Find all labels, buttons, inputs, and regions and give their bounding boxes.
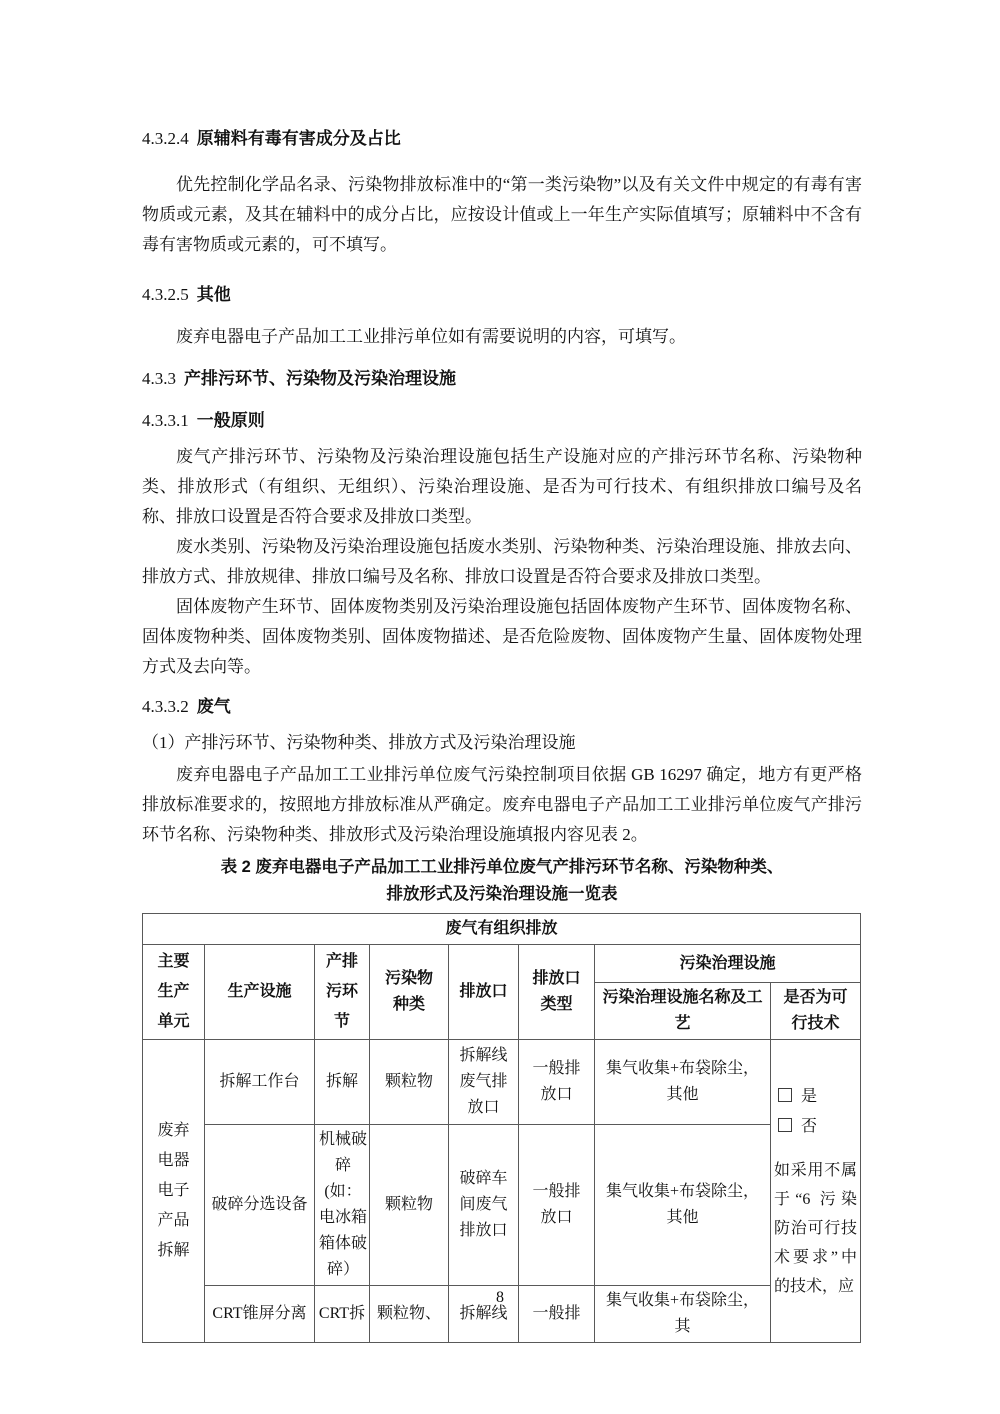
col-header-outlet: 排放口 xyxy=(449,945,519,1040)
list-item-1: （1）产排污环节、污染物种类、排放方式及污染治理设施 xyxy=(142,733,576,752)
cell-outlet-type: 一般排 xyxy=(519,1286,595,1343)
heading-number: 4.3.2.4 xyxy=(142,129,189,148)
heading-title: 废气 xyxy=(196,697,231,716)
table-caption xyxy=(142,854,862,908)
paragraph-raw-materials: 优先控制化学品名录、污染物排放标准中的“第一类污染物”以及有关文件中规定的有毒有害物质或元素，及其在辅料中的成分占比，应按设计值或上一年生产实际值填写；原辅料中不含有毒有害物质或元素的，可不填写。 xyxy=(142,175,862,254)
paragraph-waste-gas-principle: 废气产排污环节、污染物及污染治理设施包括生产设施对应的产排污环节名称、污染物种类、排放形式（有组织、无组织）、污染治理设施、是否为可行技术、有组织排放口编号及名称、排放口设置是否符合要求及排放口类型。 xyxy=(142,447,862,526)
col-header-main-unit: 主要生产单元 xyxy=(143,945,205,1040)
col-header-outlet-type: 排放口类型 xyxy=(519,945,595,1040)
option-no xyxy=(774,1112,857,1142)
paragraph-solid-waste-principle: 固体废物产生环节、固体废物类别及污染治理设施包括固体废物产生环节、固体废物名称、固体废物种类、固体废物类别、固体废物描述、是否危险废物、固体废物产生量、固体废物处理方式及去向等。 xyxy=(142,597,862,676)
cell-main-unit: 废弃电器电子产品拆解 xyxy=(143,1040,205,1343)
option-yes xyxy=(774,1082,857,1112)
heading-number: 4.3.2.5 xyxy=(142,285,189,304)
section-heading-4-3-3-1 xyxy=(142,406,862,436)
cell-pollutant: 颗粒物 xyxy=(370,1125,449,1286)
col-header-facility: 生产设施 xyxy=(205,945,315,1040)
cell-outlet: 拆解线 xyxy=(449,1286,519,1343)
checkbox-yes-icon xyxy=(778,1088,792,1102)
section-heading-4-3-3 xyxy=(142,364,862,394)
checkbox-no-icon xyxy=(778,1118,792,1132)
section-heading-4-3-2-5 xyxy=(142,280,862,310)
heading-number: 4.3.3.2 xyxy=(142,697,189,716)
heading-title: 一般原则 xyxy=(196,411,265,430)
cell-treatment: 集气收集+布袋除尘，其他 xyxy=(595,1125,771,1286)
heading-number: 4.3.3 xyxy=(142,369,176,388)
cell-facility: 拆解工作台 xyxy=(205,1040,315,1125)
cell-outlet: 拆解线废气排放口 xyxy=(449,1040,519,1125)
cell-process: CRT拆 xyxy=(315,1286,370,1343)
table-caption-line1: 表 2 废弃电器电子产品加工工业排污单位废气产排污环节名称、污染物种类、 xyxy=(220,858,784,876)
option-yes-label: 是 xyxy=(801,1087,818,1105)
col-header-process: 产排污环节 xyxy=(315,945,370,1040)
table-caption-line2: 排放形式及污染治理设施一览表 xyxy=(386,885,618,903)
table-2-waste-gas xyxy=(142,913,861,1343)
cell-pollutant: 颗粒物 xyxy=(370,1040,449,1125)
section-heading-4-3-2-4 xyxy=(142,124,862,154)
paragraph-other: 废弃电器电子产品加工工业排污单位如有需要说明的内容，可填写。 xyxy=(176,327,686,346)
col-header-pollutant: 污染物种类 xyxy=(370,945,449,1040)
heading-number: 4.3.3.1 xyxy=(142,411,189,430)
cell-pollutant: 颗粒物、 xyxy=(370,1286,449,1343)
cell-facility: CRT锥屏分离 xyxy=(205,1286,315,1343)
cell-outlet-type: 一般排放口 xyxy=(519,1040,595,1125)
cell-treatment: 集气收集+布袋除尘，其 xyxy=(595,1286,771,1343)
table-group-header: 废气有组织排放 xyxy=(143,914,861,945)
heading-title: 产排污环节、污染物及污染治理设施 xyxy=(184,369,456,388)
heading-title: 其他 xyxy=(196,285,231,304)
page-number: 8 xyxy=(496,1289,504,1306)
heading-title: 原辅料有毒有害成分及占比 xyxy=(196,129,401,148)
cell-outlet-type: 一般排放口 xyxy=(519,1125,595,1286)
section-heading-4-3-3-2 xyxy=(142,692,862,722)
paragraph-waste-water-principle: 废水类别、污染物及污染治理设施包括废水类别、污染物种类、污染治理设施、排放去向、排放方式、排放规律、排放口编号及名称、排放口设置是否符合要求及排放口类型。 xyxy=(142,537,862,586)
page-content xyxy=(142,124,862,1343)
col-header-treatment-group: 污染治理设施 xyxy=(595,945,861,983)
cell-process: 拆解 xyxy=(315,1040,370,1125)
cell-outlet: 破碎车间废气排放口 xyxy=(449,1125,519,1286)
cell-process: 机械破碎(如：电冰箱箱体破碎） xyxy=(315,1125,370,1286)
col-header-treatment-name: 污染治理设施名称及工艺 xyxy=(595,983,771,1040)
option-no-label: 否 xyxy=(801,1117,818,1135)
paragraph-waste-gas-intro: 废弃电器电子产品加工工业排污单位废气污染控制项目依据 GB 16297 确定，地方有更严格排放标准要求的，按照地方排放标准从严确定。废弃电器电子产品加工工业排污单位废气产排污环节名称、污染物种类、排放形式及污染治理设施填报内容见表 2。 xyxy=(142,765,862,844)
feasible-tech-note: 如采用不属于“6 污染防治可行技术要求”中的技术，应 xyxy=(774,1161,858,1295)
cell-facility: 破碎分选设备 xyxy=(205,1125,315,1286)
cell-treatment: 集气收集+布袋除尘，其他 xyxy=(595,1040,771,1125)
col-header-feasible-tech: 是否为可行技术 xyxy=(771,983,861,1040)
